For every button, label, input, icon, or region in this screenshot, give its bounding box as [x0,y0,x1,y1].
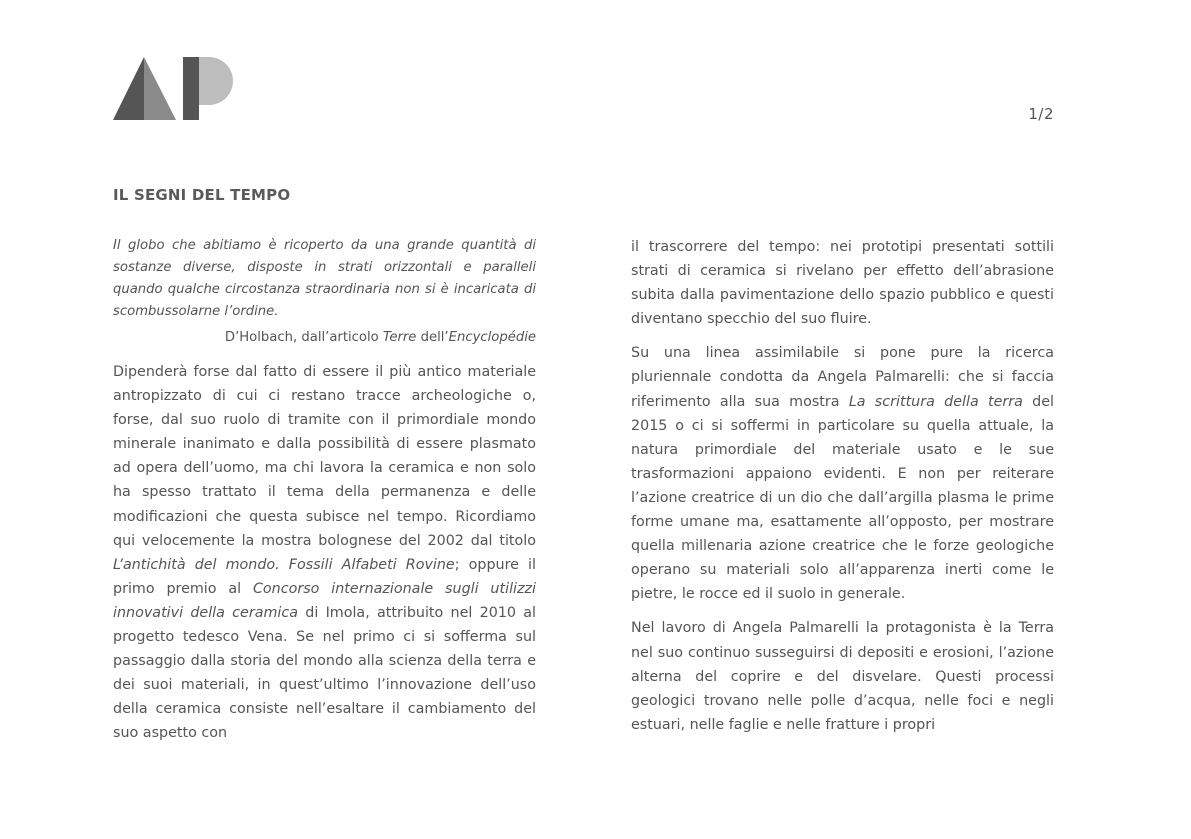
logo-a-left-shape [113,57,144,120]
right-text-part-2: del 2015 o ci si soffermi in particolare su quella attuale, la natura primordiale del materiale usato e le sue trasformazioni appaiono evidenti. E non per reiterare l’azione creatrice di un dio che dall’argilla plasma le prime forme umane ma, esattamente all’opposto, per mostrare quella millenaria azione creatrice che le forze geologiche operano su materiali solo all’apparenza inerti come le pietre, le rocce ed il suolo in generale. [631,393,1054,603]
attribution-article: Terre [382,330,417,345]
left-body-paragraph [113,360,536,746]
epigraph-quote: Il globo che abitiamo è ricoperto da una grande quantità di sostanze diverse, disposte in strati orizzontali e paralleli quando qualche circostanza straordinaria non si è incaricata di scombussolarne l’ordine. [113,238,536,319]
ap-logo [113,56,235,122]
left-text-part-2: ; oppure il primo premio al [113,556,536,597]
attribution-work: Encyclopédie [448,330,536,345]
right-paragraph-3: Nel lavoro di Angela Palmarelli la protagonista è la Terra nel suo continuo susseguirsi di depositi e erosioni, l’azione alterna del coprire e del disvelare. Questi processi geologici trovano nelle polle d’acqua, nelle foci e negli estuari, nelle faglie e nelle fratture i propri [631,620,1054,733]
right-text-part-1: Su una linea assimilabile si pone pure la ricerca pluriennale condotta da Angela Palmarelli: che si faccia riferimento alla sua mostra [631,345,1054,410]
logo-p-stem-shape [183,57,199,120]
attribution-middle: dell’ [416,330,449,345]
left-text-part-3: di Imola, attribuito nel 2010 al progetto tedesco Vena. Se nel primo ci si sofferma sul passaggio dalla storia del mondo alla scienza della terra e dei suoi materiali, in quest’ultimo l’innovazione dell’uso della ceramica consiste nell’esaltare il cambiamento del suo aspetto con [113,604,537,742]
right-paragraph-2 [631,341,1054,606]
epigraph-attribution [113,328,536,348]
logo-a-right-shape [144,57,176,120]
right-paragraph-1: il trascorrere del tempo: nei prototipi presentati sottili strati di ceramica si rivelano per effetto dell’abrasione subita dalla pavimentazione dello spazio pubblico e questi diventano specchio del suo fluire. [631,239,1054,328]
left-italic-title-1: L’antichità del mondo. Fossili Alfabeti Rovine [113,556,455,573]
right-italic-title: La scrittura della terra [848,393,1023,410]
logo-p-bowl-shape [199,57,233,105]
left-italic-title-2: Concorso internazionale sugli utilizzi innovativi della ceramica [113,580,536,621]
left-column [113,235,536,746]
attribution-prefix: D’Holbach, dall’articolo [224,330,383,345]
right-column [631,235,1054,737]
article-title: IL SEGNI DEL TEMPO [113,186,291,204]
left-text-part-1: Dipenderà forse dal fatto di essere il più antico materiale antropizzato di cui ci restano tracce archeologiche o, forse, dal suo ruolo di tramite con il primordiale mondo minerale inanimato e dalla possibilità di essere plasmato ad opera dell’uomo, ma chi lavora la ceramica e non solo ha spesso trattato il tema della permanenza e delle modificazioni che questa subisce nel tempo. Ricordiamo qui velocemente la mostra bolognese del 2002 dal titolo [113,364,536,549]
page-number: 1/2 [1028,105,1054,123]
